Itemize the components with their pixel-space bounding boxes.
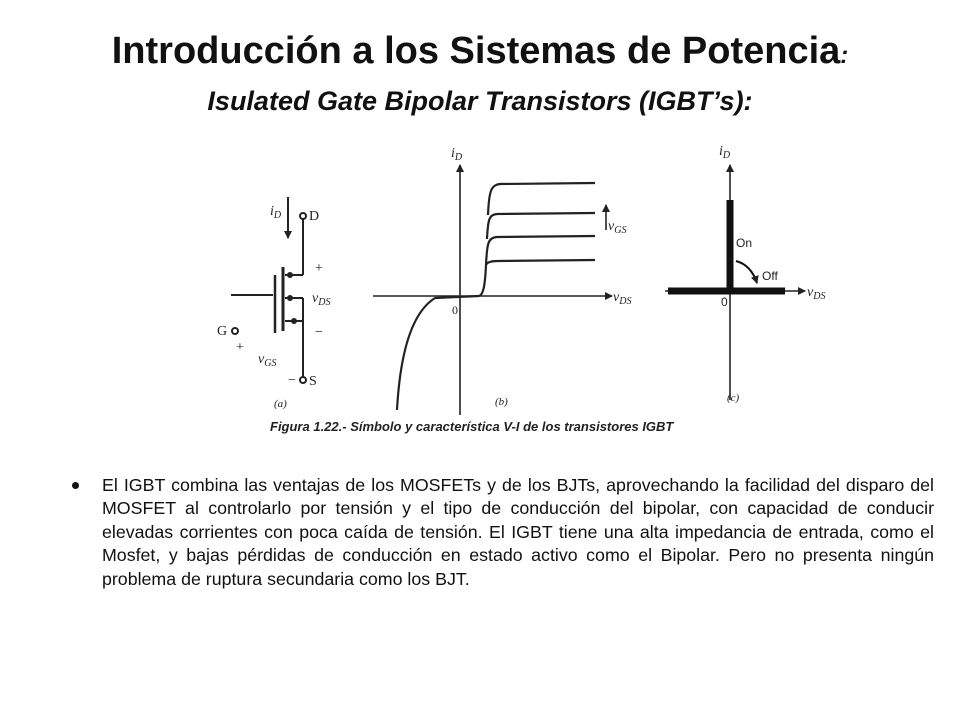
source-label: S: [309, 374, 317, 389]
source-terminal: [300, 377, 306, 383]
drain-label: D: [309, 209, 320, 224]
vds-label: $v_{DS}$: [312, 291, 331, 308]
on-off-transition-arrow: [736, 261, 757, 283]
igbt-figure-svg: [195, 135, 855, 445]
slide-title-colon: :: [840, 42, 849, 69]
drain-terminal: [300, 213, 306, 219]
off-label: Off: [762, 269, 778, 283]
panel-a-labels: [217, 204, 330, 410]
curve-vgs-4: [488, 183, 595, 215]
igbt-figure: [195, 135, 855, 445]
panel-a-tag: (a): [274, 398, 287, 410]
bullet-text: El IGBT combina las ventajas de los MOSFETs y de los BJTs, aprovechando la facilidad del disparo del MOSFET al controlarlo por tensión y el tipo de conducción del bipolar, con capacidad de conducir elevadas corrientes con poca caída de tensión. El IGBT tiene una alta impedancia de entrada, como el Mosfet, y bajas pérdidas de conducción en estado activo como el Bipolar. Pero no presenta ningún problema de ruptura secundaria como los BJT.: [102, 475, 934, 589]
panel-c-axes: [665, 165, 805, 400]
panel-b-vgs-label: $v_{GS}$: [608, 219, 627, 236]
panel-c-labels: [719, 144, 825, 404]
vgs-label: $v_{GS}$: [258, 352, 277, 369]
panel-c-origin: 0: [721, 295, 728, 309]
figure-caption: Figura 1.22.- Símbolo y característica V-I de los transistores IGBT: [270, 419, 674, 434]
panel-a-symbol: [231, 197, 306, 383]
panel-c-tag: (c): [727, 392, 740, 404]
slide-subtitle: Isulated Gate Bipolar Transistors (IGBT’s):: [207, 86, 753, 116]
plus-drain-label: +: [315, 261, 323, 276]
reverse-curve: [397, 296, 479, 410]
panel-c-vds-label: $v_{DS}$: [807, 285, 826, 302]
panel-b-tag: (b): [495, 396, 508, 408]
panel-b-labels: [451, 146, 631, 408]
on-label: On: [736, 236, 753, 250]
bullet-dot-icon: [72, 482, 79, 489]
panel-b-origin: 0: [452, 303, 458, 317]
gate-terminal: [232, 328, 238, 334]
gate-label: G: [217, 324, 228, 339]
slide-title: [0, 28, 960, 79]
plus-gate-label: +: [236, 340, 244, 355]
minus-source-label: −: [315, 325, 323, 340]
panel-b-vds-label: $v_{DS}$: [613, 290, 632, 307]
id-label: $i_D$: [270, 204, 282, 221]
panel-c-id-label: $i_D$: [719, 144, 731, 161]
minus-gate-label: −: [288, 373, 296, 388]
panel-b-axes: [373, 165, 612, 415]
curve-vgs-1: [479, 260, 595, 296]
panel-b-id-label: $i_D$: [451, 146, 463, 163]
slide-title-text: Introducción a los Sistemas de Potencia: [111, 30, 841, 72]
